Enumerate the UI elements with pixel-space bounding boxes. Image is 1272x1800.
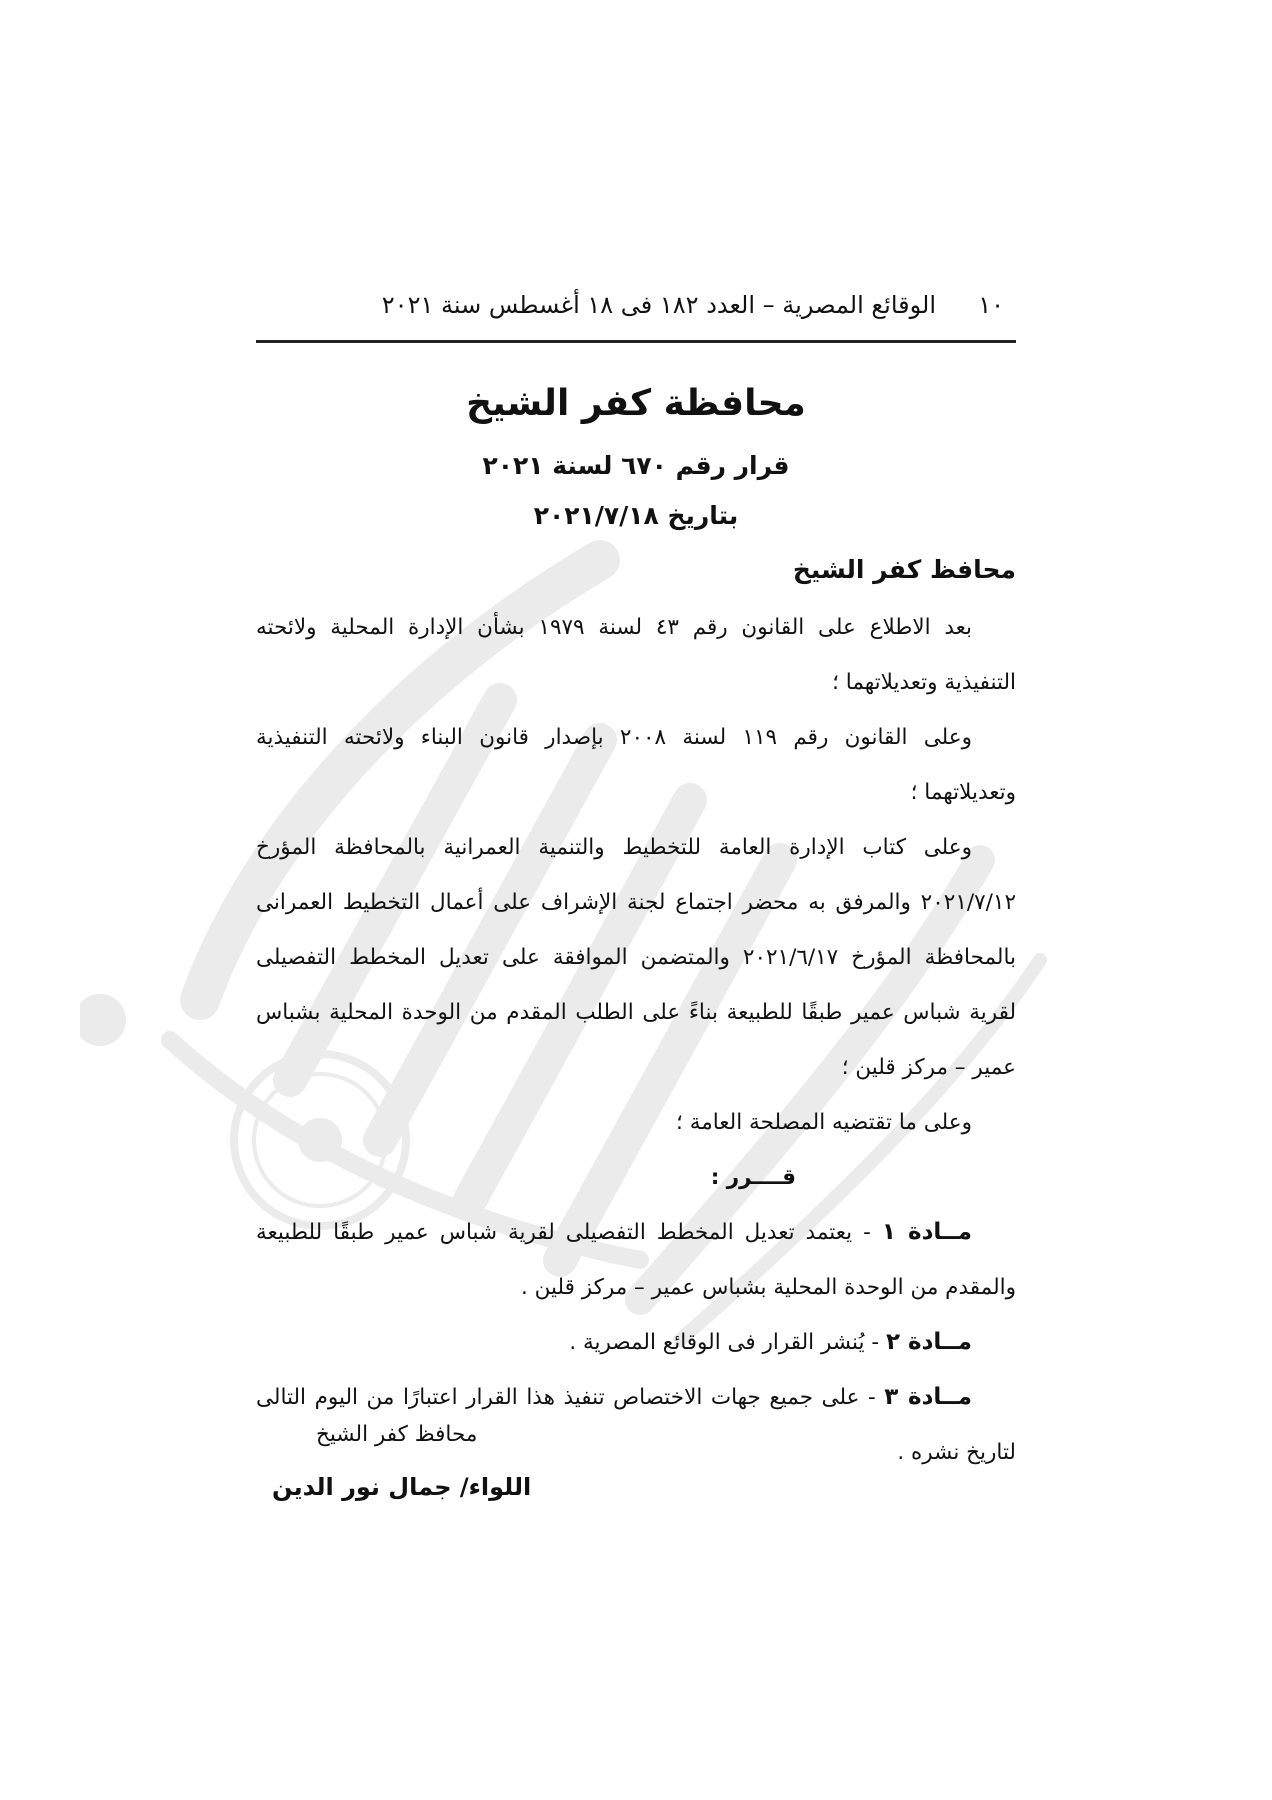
gazette-title: الوقائع المصرية – العدد ١٨٢ فى ١٨ أغسطس سنة ٢٠٢١ <box>381 291 936 319</box>
decree-number: قرار رقم ٦٧٠ لسنة ٢٠٢١ <box>482 451 790 480</box>
article-2 <box>256 1315 1016 1370</box>
preamble-paragraph: وعلى ما تقتضيه المصلحة العامة ؛ <box>676 1110 972 1135</box>
page-number: ١٠ <box>978 291 1004 319</box>
preamble-paragraph: بعد الاطلاع على القانون رقم ٤٣ لسنة ١٩٧٩ بشأن الإدارة المحلية ولائحته التنفيذية وتعديلاتهما ؛ <box>256 615 1016 695</box>
signature-title: محافظ كفر الشيخ <box>316 1422 478 1447</box>
article-label: مــادة ٢ <box>885 1329 972 1355</box>
governorate-heading: محافظة كفر الشيخ <box>466 383 806 424</box>
decree-date: بتاريخ ٢٠٢١/٧/١٨ <box>533 501 739 530</box>
article-text: - على جميع جهات الاختصاص تنفيذ هذا القرار اعتبارًا من اليوم التالى لتاريخ نشره . <box>256 1385 1016 1465</box>
issuer-title: محافظ كفر الشيخ <box>792 555 1016 584</box>
gazette-page <box>256 0 1016 1800</box>
header-rule <box>256 340 1016 343</box>
preamble-paragraph: وعلى كتاب الإدارة العامة للتخطيط والتنمية العمرانية بالمحافظة المؤرخ ٢٠٢١/٧/١٢ والمرفق به محضر اجتماع لجنة الإشراف على أعمال التخطيط العمرانى بالمحافظة المؤرخ ٢٠٢١/٦/١٧ والمتضمن الموافقة على تعديل المخطط التفصيلى لقرية شباس عمير طبقًا للطبيعة بناءً على الطلب المقدم من الوحدة المحلية بشباس عمير – مركز قلين ؛ <box>256 835 1016 1080</box>
article-1 <box>256 1205 1016 1315</box>
preamble-paragraph: وعلى القانون رقم ١١٩ لسنة ٢٠٠٨ بإصدار قانون البناء ولائحته التنفيذية وتعديلاتهما ؛ <box>256 725 1016 805</box>
article-label: مــادة ١ <box>881 1219 972 1245</box>
decided-heading: قــــرر : <box>710 1165 796 1190</box>
signatory-name: اللواء/ جمال نور الدين <box>272 1473 532 1501</box>
article-text: - يعتمد تعديل المخطط التفصيلى لقرية شباس عمير طبقًا للطبيعة والمقدم من الوحدة المحلية بشباس عمير – مركز قلين . <box>256 1220 1016 1300</box>
article-text: - يُنشر القرار فى الوقائع المصرية . <box>569 1330 880 1355</box>
article-label: مــادة ٣ <box>884 1384 972 1410</box>
decree-body <box>256 600 1016 1480</box>
